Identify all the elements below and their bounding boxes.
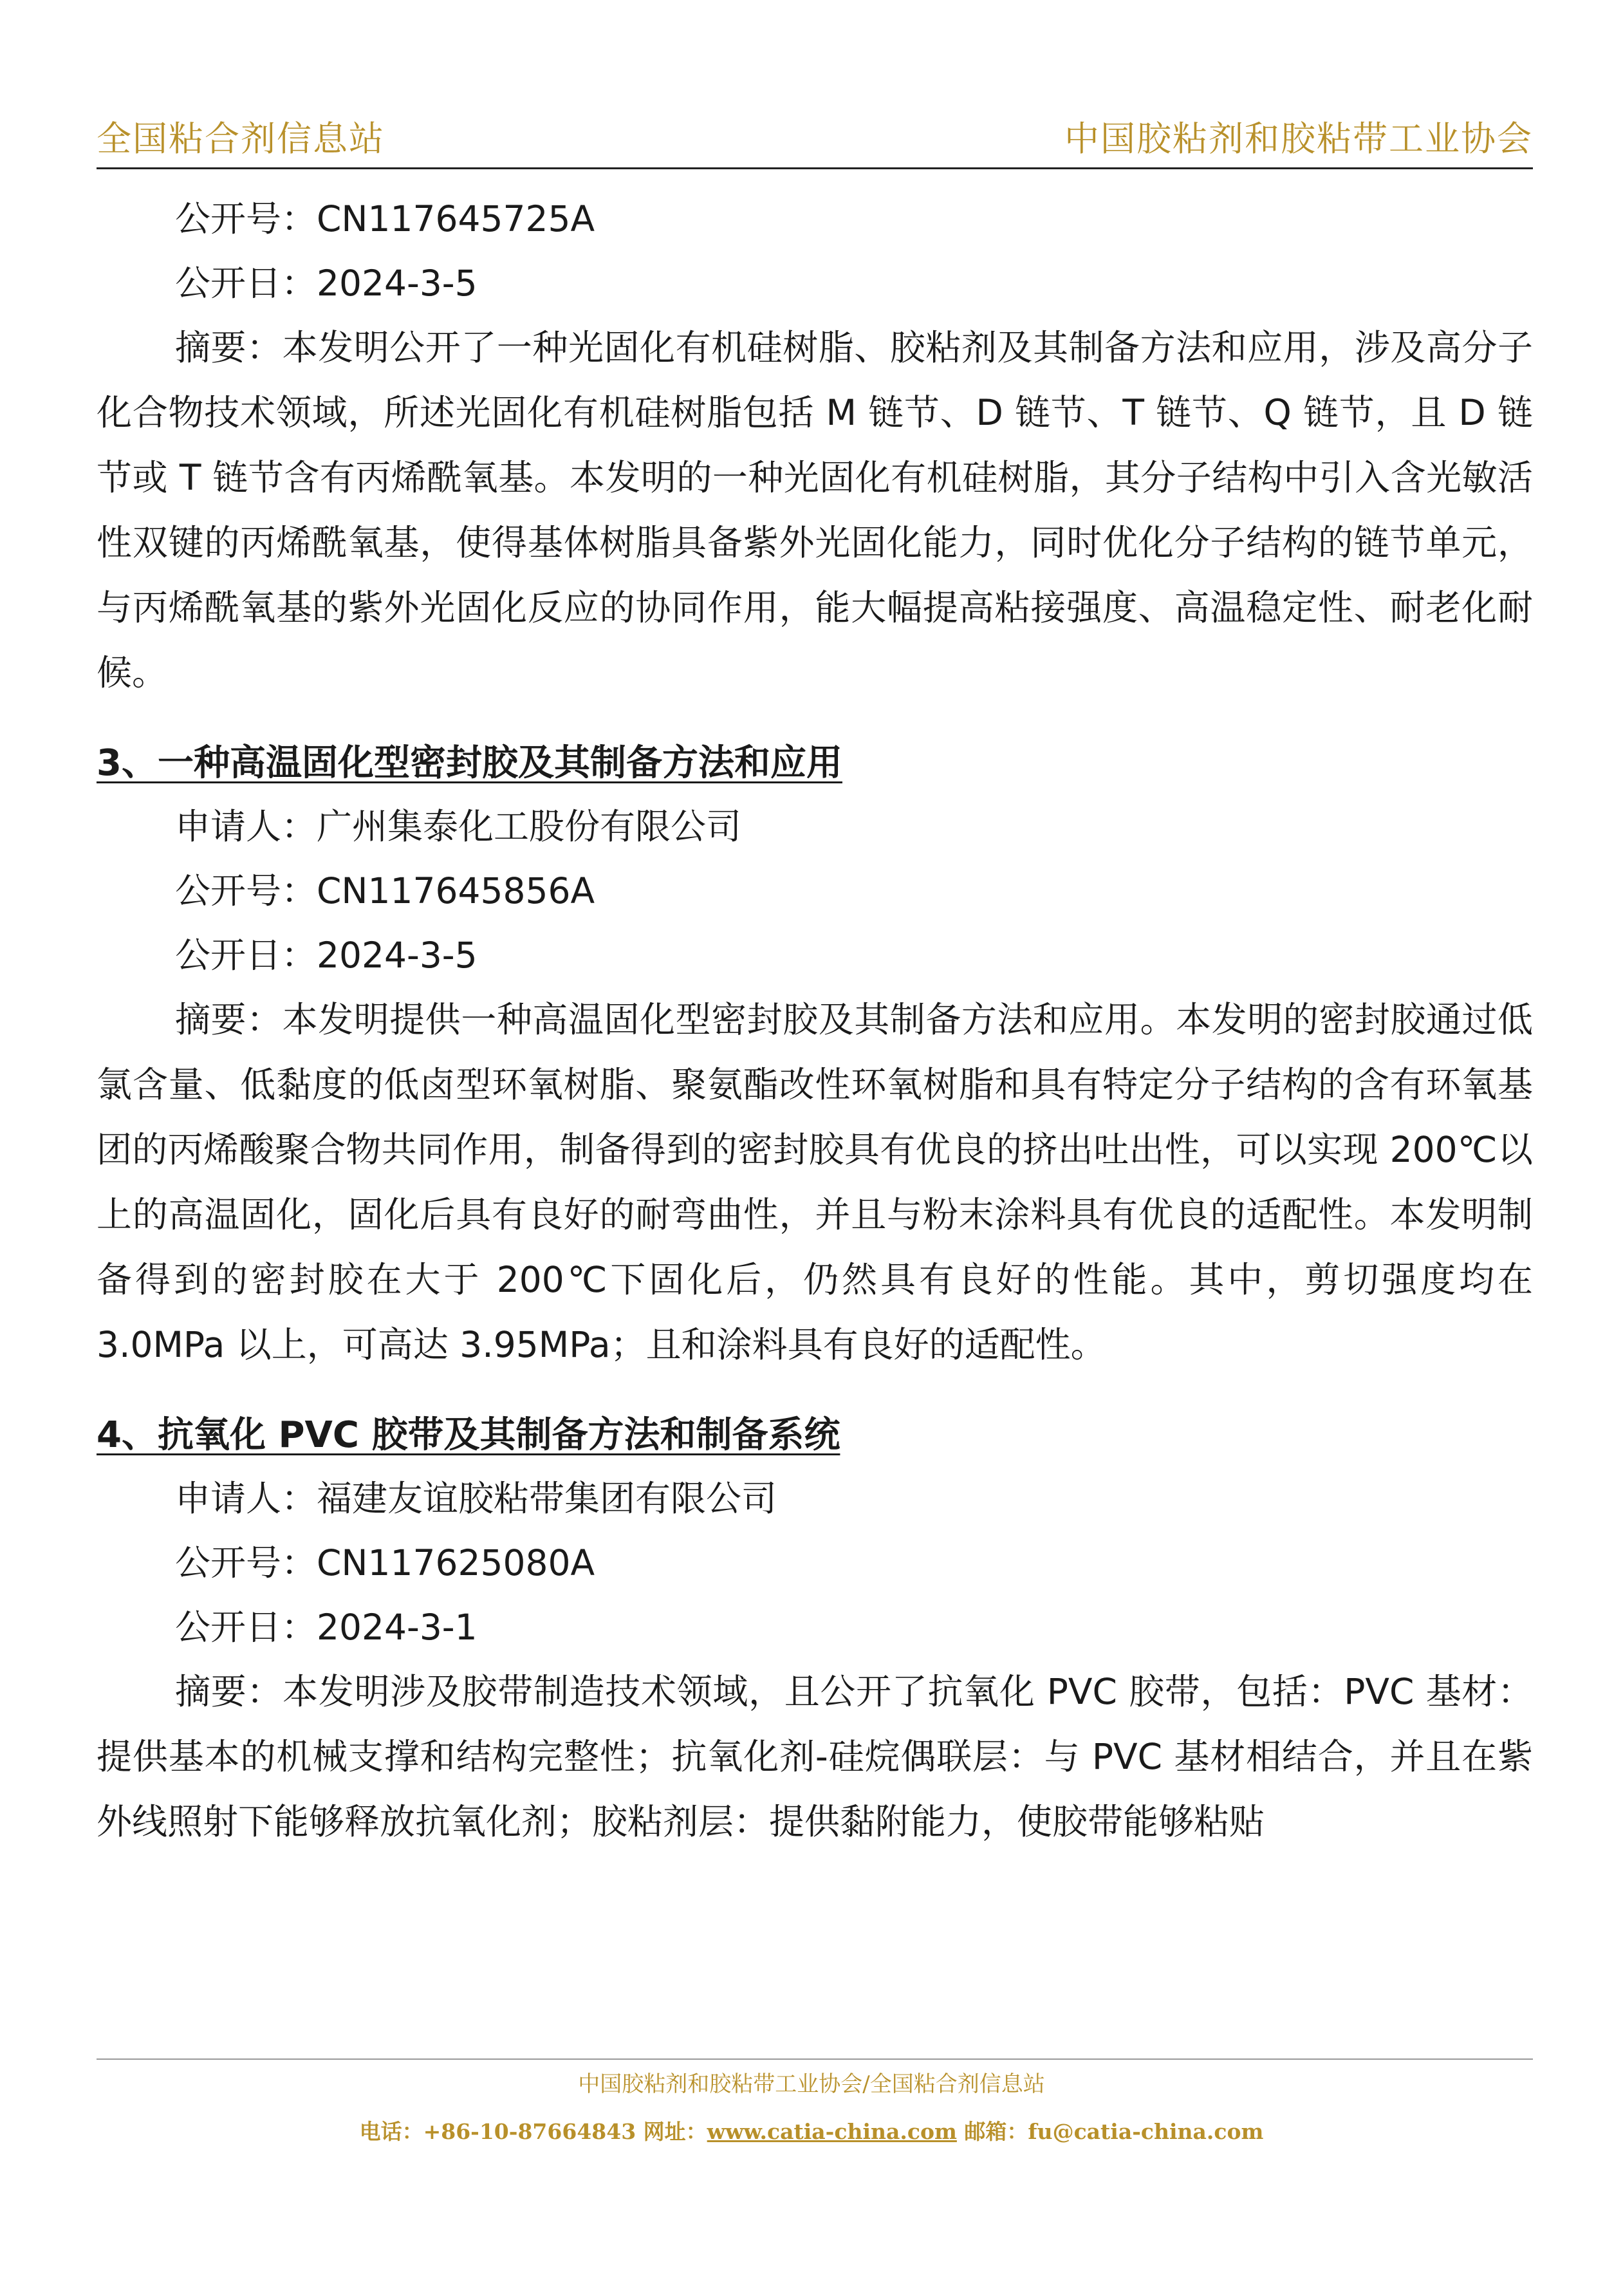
prev-abstract: 摘要：本发明公开了一种光固化有机硅树脂、胶粘剂及其制备方法和应用，涉及高分子化合物技术领域，所述光固化有机硅树脂包括 M 链节、D 链节、T 链节、Q 链节，且 D 链节或 T 链节含有丙烯酰氧基。本发明的一种光固化有机硅树脂，其分子结构中引入含光敏活性双键的丙烯酰氧基，使得基体树脂具备紫外光固化能力，同时优化分子结构的链节单元，与丙烯酰氧基的紫外光固化反应的协同作用，能大幅提高粘接强度、高温稳定性、耐老化耐候。 bbox=[97, 327, 1533, 693]
entry3-pub-no: 公开号：CN117645856A bbox=[175, 870, 595, 911]
entry4-title-text: 4、抗氧化 PVC 胶带及其制备方法和制备系统 bbox=[97, 1414, 840, 1456]
entry4-abstract: 摘要：本发明涉及胶带制造技术领域，且公开了抗氧化 PVC 胶带，包括：PVC 基材：提供基本的机械支撑和结构完整性；抗氧化剂-硅烷偶联层：与 PVC 基材相结合，并且在紫外线照射下能够释放抗氧化剂；胶粘剂层：提供黏附能力，使胶带能够粘贴 bbox=[97, 1671, 1533, 1842]
footer-org-line: 中国胶粘剂和胶粘带工业协会/全国粘合剂信息站 bbox=[578, 2071, 1045, 2097]
entry4-pub-date: 公开日：2024-3-1 bbox=[175, 1607, 478, 1648]
entry3-title-text: 3、一种高温固化型密封胶及其制备方法和应用 bbox=[97, 742, 842, 784]
prev-pub-no: 公开号：CN117645725A bbox=[175, 198, 595, 239]
footer-email: 邮箱：fu@catia-china.com bbox=[956, 2119, 1264, 2144]
entry4-title bbox=[97, 1408, 1533, 1462]
entry3-pub-date: 公开日：2024-3-5 bbox=[175, 935, 478, 976]
header-association-name: 中国胶粘剂和胶粘带工业协会 bbox=[1064, 118, 1533, 159]
header-site-name: 全国粘合剂信息站 bbox=[97, 118, 385, 159]
entry3-title bbox=[97, 736, 1533, 790]
entry3-abstract: 摘要：本发明提供一种高温固化型密封胶及其制备方法和应用。本发明的密封胶通过低氯含量、低黏度的低卤型环氧树脂、聚氨酯改性环氧树脂和具有特定分子结构的含有环氧基团的丙烯酸聚合物共同作用，制备得到的密封胶具有优良的挤出吐出性，可以实现 200℃以上的高温固化，固化后具有良好的耐弯曲性，并且与粉末涂料具有优良的适配性。本发明制备得到的密封胶在大于 200℃下固化后，仍然具有良好的性能。其中，剪切强度均在 3.0MPa 以上，可高达 3.95MPa；且和涂料具有良好的适配性。 bbox=[97, 999, 1533, 1365]
footer-phone: 电话：+86-10-87664843 网址： bbox=[359, 2119, 707, 2144]
main-content bbox=[97, 187, 1533, 1854]
footer-website-link[interactable]: www.catia-china.com bbox=[707, 2119, 957, 2144]
prev-pub-date: 公开日：2024-3-5 bbox=[175, 263, 478, 304]
entry4-applicant: 申请人：福建友谊胶粘带集团有限公司 bbox=[175, 1478, 777, 1519]
footer-contact-line bbox=[0, 2115, 1623, 2145]
page-header bbox=[97, 116, 1533, 169]
entry3-applicant: 申请人：广州集泰化工股份有限公司 bbox=[175, 806, 742, 847]
entry4-pub-no: 公开号：CN117625080A bbox=[175, 1542, 595, 1583]
footer-divider bbox=[97, 2058, 1533, 2060]
